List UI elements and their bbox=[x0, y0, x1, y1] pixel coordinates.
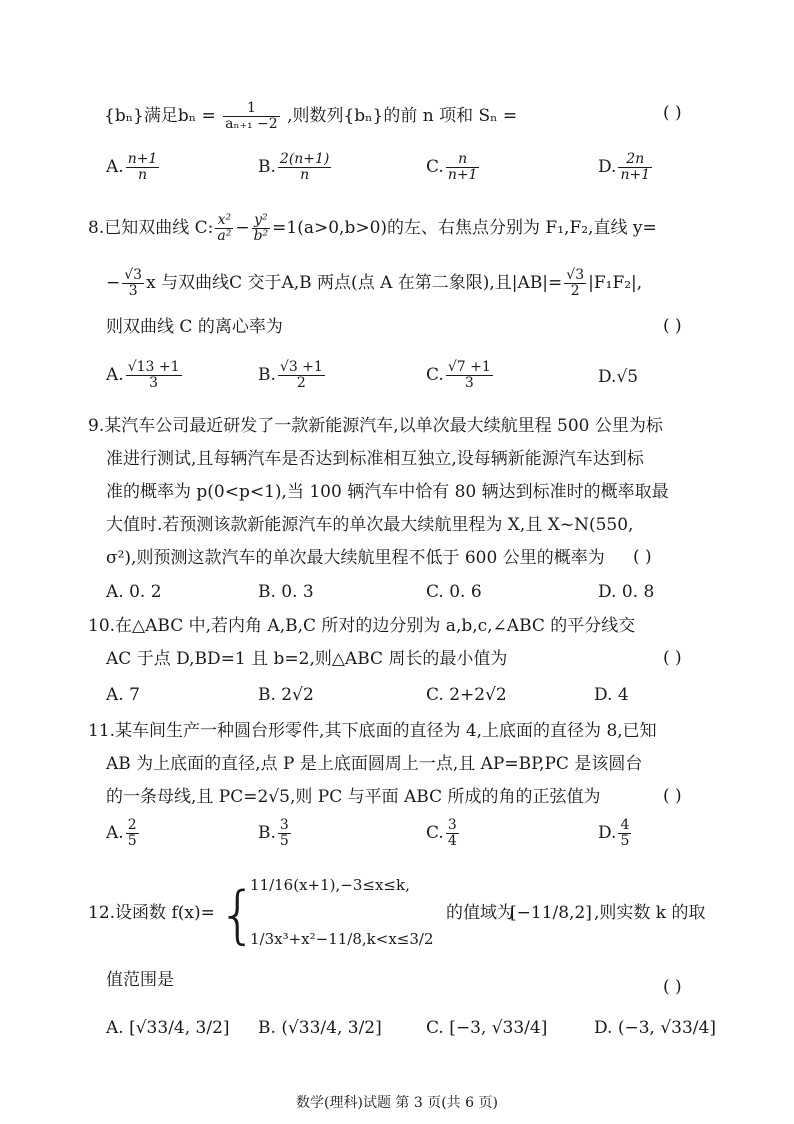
q8-frac-slope-den: 3 bbox=[128, 283, 138, 299]
q11-option-b-frac bbox=[278, 818, 291, 849]
q8-line-2 bbox=[106, 268, 642, 299]
q7-option-b-label: B. bbox=[258, 157, 276, 177]
q7-option-d-label: D. bbox=[598, 157, 617, 177]
q8-line1-b: =1(a>0,b>0)的左、右焦点分别为 F₁,F₂,直线 y= bbox=[272, 218, 657, 238]
q8-line-3: 则双曲线 C 的离心率为 bbox=[106, 317, 283, 337]
q12-prefix: 12.设函数 f(x)= bbox=[88, 903, 215, 923]
q9-line-1: 9.某汽车公司最近研发了一款新能源汽车,以单次最大续航里程 500 公里为标 bbox=[88, 416, 663, 436]
q11-option-b[interactable] bbox=[258, 818, 293, 849]
q11-option-d-label: D. bbox=[598, 823, 617, 843]
q9-option-c[interactable]: C. 0. 6 bbox=[426, 582, 482, 602]
q7-option-c[interactable] bbox=[426, 152, 481, 183]
q8-option-c-label: C. bbox=[426, 365, 444, 385]
q8-option-c[interactable] bbox=[426, 360, 495, 391]
q7-option-b[interactable] bbox=[258, 152, 333, 183]
q7-stem-a: {bₙ}满足bₙ = bbox=[104, 106, 216, 126]
q8-option-d[interactable] bbox=[598, 366, 638, 388]
q10-line-2: AC 于点 D,BD=1 且 b=2,则△ABC 周长的最小值为 bbox=[106, 649, 508, 669]
q7-option-a-frac bbox=[126, 152, 160, 183]
q7-answer-paren: ( ) bbox=[663, 103, 682, 123]
q12-option-a-label: A. bbox=[106, 1018, 124, 1038]
q9-line-2: 准进行测试,且每辆汽车是否达到标准相互独立,设每辆新能源汽车达到标 bbox=[106, 449, 644, 469]
q11-option-b-den: 5 bbox=[279, 833, 289, 849]
q10-option-c[interactable]: C. 2+2√2 bbox=[426, 685, 507, 705]
q12-range: [−11/8,2] bbox=[510, 903, 592, 923]
q8-option-d-label: D. bbox=[598, 367, 617, 387]
q8-option-a-frac bbox=[126, 360, 182, 391]
q8-option-b-den: 2 bbox=[296, 375, 306, 391]
q12-option-b-text: (√33/4, 3/2] bbox=[281, 1018, 382, 1038]
q11-option-b-label: B. bbox=[258, 823, 276, 843]
q8-frac-slope bbox=[122, 268, 144, 299]
q12-line-2: 值范围是 bbox=[106, 970, 174, 990]
q12-option-a-text: [√33/4, 3/2] bbox=[129, 1018, 230, 1038]
q11-option-c-frac bbox=[446, 818, 459, 849]
q10-option-a[interactable]: A. 7 bbox=[106, 685, 140, 705]
q11-option-d-num: 4 bbox=[620, 817, 630, 833]
q8-option-c-frac bbox=[446, 360, 493, 391]
q12-option-d-text: (−3, √33/4] bbox=[617, 1018, 716, 1038]
q10-line-1: 10.在△ABC 中,若内角 A,B,C 所对的边分别为 a,b,c,∠ABC 的平分线交 bbox=[88, 616, 636, 636]
q12-option-b[interactable] bbox=[258, 1017, 382, 1039]
q12-brace: { bbox=[218, 878, 258, 951]
q12-answer-paren: ( ) bbox=[663, 977, 682, 997]
q7-option-a[interactable] bbox=[106, 152, 161, 183]
q7-option-d-den: n+1 bbox=[620, 167, 651, 183]
q8-option-b-num: √3 +1 bbox=[279, 359, 323, 375]
q12-option-c[interactable] bbox=[426, 1017, 547, 1039]
q7-option-b-frac bbox=[278, 152, 332, 183]
q8-line1-a: 8.已知双曲线 C: bbox=[88, 218, 214, 238]
q8-frac-ratio-num: √3 bbox=[566, 267, 585, 283]
q7-option-b-num: 2(n+1) bbox=[279, 151, 330, 167]
q9-option-b[interactable]: B. 0. 3 bbox=[258, 582, 314, 602]
q7-option-a-den: n bbox=[138, 167, 148, 183]
q8-frac-y-num: y² bbox=[252, 213, 271, 229]
q7-option-c-den: n+1 bbox=[447, 167, 478, 183]
q7-option-d-num: 2n bbox=[618, 152, 652, 168]
q7-option-d-frac bbox=[618, 152, 652, 183]
q8-line2-b: x 与双曲线C 交于A,B 两点(点 A 在第二象限),且|AB|= bbox=[146, 273, 563, 293]
q7-frac bbox=[223, 101, 280, 132]
q11-option-a-label: A. bbox=[106, 823, 124, 843]
q7-option-b-den: n bbox=[300, 167, 310, 183]
q11-option-b-num: 3 bbox=[279, 817, 289, 833]
q8-option-d-text: √5 bbox=[616, 367, 639, 387]
q7-frac-num: 1 bbox=[223, 101, 280, 117]
q11-option-c-num: 3 bbox=[447, 817, 457, 833]
q11-line-3: 的一条母线,且 PC=2√5,则 PC 与平面 ABC 所成的角的正弦值为 bbox=[106, 787, 601, 807]
q8-frac-ratio-den: 2 bbox=[570, 283, 580, 299]
page-footer: 数学(理科)试题 第 3 页(共 6 页) bbox=[296, 1095, 498, 1111]
q9-line-5: σ²),则预测这款汽车的单次最大续航里程不低于 600 公里的概率为 bbox=[106, 548, 605, 568]
q11-option-a[interactable] bbox=[106, 818, 141, 849]
q8-frac-slope-num: √3 bbox=[124, 267, 143, 283]
q7-stem-b: ,则数列{bₙ}的前 n 项和 Sₙ = bbox=[287, 106, 518, 126]
q8-line-1 bbox=[88, 213, 657, 244]
q11-option-d[interactable] bbox=[598, 818, 633, 849]
q9-option-a[interactable]: A. 0. 2 bbox=[106, 582, 162, 602]
q12-case-2: 1/3x³+x²−11/8,k<x≤3/2 bbox=[250, 930, 434, 948]
q7-option-c-frac bbox=[446, 152, 480, 183]
q9-option-d[interactable]: D. 0. 8 bbox=[598, 582, 655, 602]
q8-option-a[interactable] bbox=[106, 360, 184, 391]
q11-line-2: AB 为上底面的直径,点 P 是上底面圆周上一点,且 AP=BP,PC 是该圆台 bbox=[106, 754, 643, 774]
q11-option-c-den: 4 bbox=[447, 833, 457, 849]
q9-line-3: 准的概率为 p(0<p<1),当 100 辆汽车中恰有 80 辆达到标准时的概率取最 bbox=[106, 482, 669, 502]
q8-option-b-label: B. bbox=[258, 365, 276, 385]
q12-option-b-label: B. bbox=[258, 1018, 276, 1038]
q12-case-1: 11/16(x+1),−3≤x≤k, bbox=[250, 876, 410, 894]
q7-option-c-label: C. bbox=[426, 157, 444, 177]
q8-option-a-den: 3 bbox=[149, 375, 159, 391]
q8-option-a-label: A. bbox=[106, 365, 124, 385]
q9-answer-paren: ( ) bbox=[633, 547, 652, 567]
q10-option-d[interactable]: D. 4 bbox=[594, 685, 629, 705]
q11-option-d-den: 5 bbox=[620, 833, 630, 849]
q8-answer-paren: ( ) bbox=[663, 316, 682, 336]
q8-option-a-num: √13 +1 bbox=[127, 359, 180, 375]
q10-answer-paren: ( ) bbox=[663, 648, 682, 668]
q11-option-a-num: 2 bbox=[127, 817, 137, 833]
q11-option-a-den: 5 bbox=[127, 833, 137, 849]
q8-frac-x-den: a² bbox=[217, 228, 232, 244]
q7-option-c-num: n bbox=[446, 152, 480, 168]
q8-option-c-num: √7 +1 bbox=[447, 359, 491, 375]
q8-minus: − bbox=[235, 218, 250, 238]
q12-option-c-text: [−3, √33/4] bbox=[449, 1018, 548, 1038]
q8-frac-ratio bbox=[564, 268, 586, 299]
q8-line2-a: − bbox=[106, 273, 121, 293]
q8-option-b[interactable] bbox=[258, 360, 327, 391]
q12-option-d[interactable] bbox=[594, 1017, 716, 1039]
q8-frac-y-den: b² bbox=[253, 228, 269, 244]
q7-frac-den: aₙ₊₁ −2 bbox=[225, 116, 278, 132]
q8-option-b-frac bbox=[278, 360, 325, 391]
q12-option-a[interactable] bbox=[106, 1017, 230, 1039]
q7-option-a-num: n+1 bbox=[127, 151, 158, 167]
q8-line2-c: |F₁F₂|, bbox=[588, 273, 643, 293]
q8-option-c-den: 3 bbox=[464, 375, 474, 391]
q11-line-1: 11.某车间生产一种圆台形零件,其下底面的直径为 4,上底面的直径为 8,已知 bbox=[88, 721, 657, 741]
q7-stem bbox=[104, 101, 517, 132]
q8-frac-x-num: x² bbox=[215, 213, 233, 229]
q11-option-c-label: C. bbox=[426, 823, 444, 843]
q11-option-d-frac bbox=[618, 818, 631, 849]
q7-option-d[interactable] bbox=[598, 152, 654, 183]
q8-frac-y bbox=[252, 213, 271, 244]
q9-line-4: 大值时.若预测该款新能源汽车的单次最大续航里程为 X,且 X~N(550, bbox=[106, 515, 634, 535]
q8-frac-x bbox=[215, 213, 233, 244]
q12-suffix-a: 的值域为 bbox=[446, 903, 514, 923]
q12-option-d-label: D. bbox=[594, 1018, 613, 1038]
q7-option-a-label: A. bbox=[106, 157, 124, 177]
q11-answer-paren: ( ) bbox=[663, 786, 682, 806]
q11-option-a-frac bbox=[126, 818, 139, 849]
q12-suffix-b: ,则实数 k 的取 bbox=[594, 903, 706, 923]
q12-option-c-label: C. bbox=[426, 1018, 444, 1038]
q11-option-c[interactable] bbox=[426, 818, 461, 849]
q10-option-b[interactable]: B. 2√2 bbox=[258, 685, 314, 705]
